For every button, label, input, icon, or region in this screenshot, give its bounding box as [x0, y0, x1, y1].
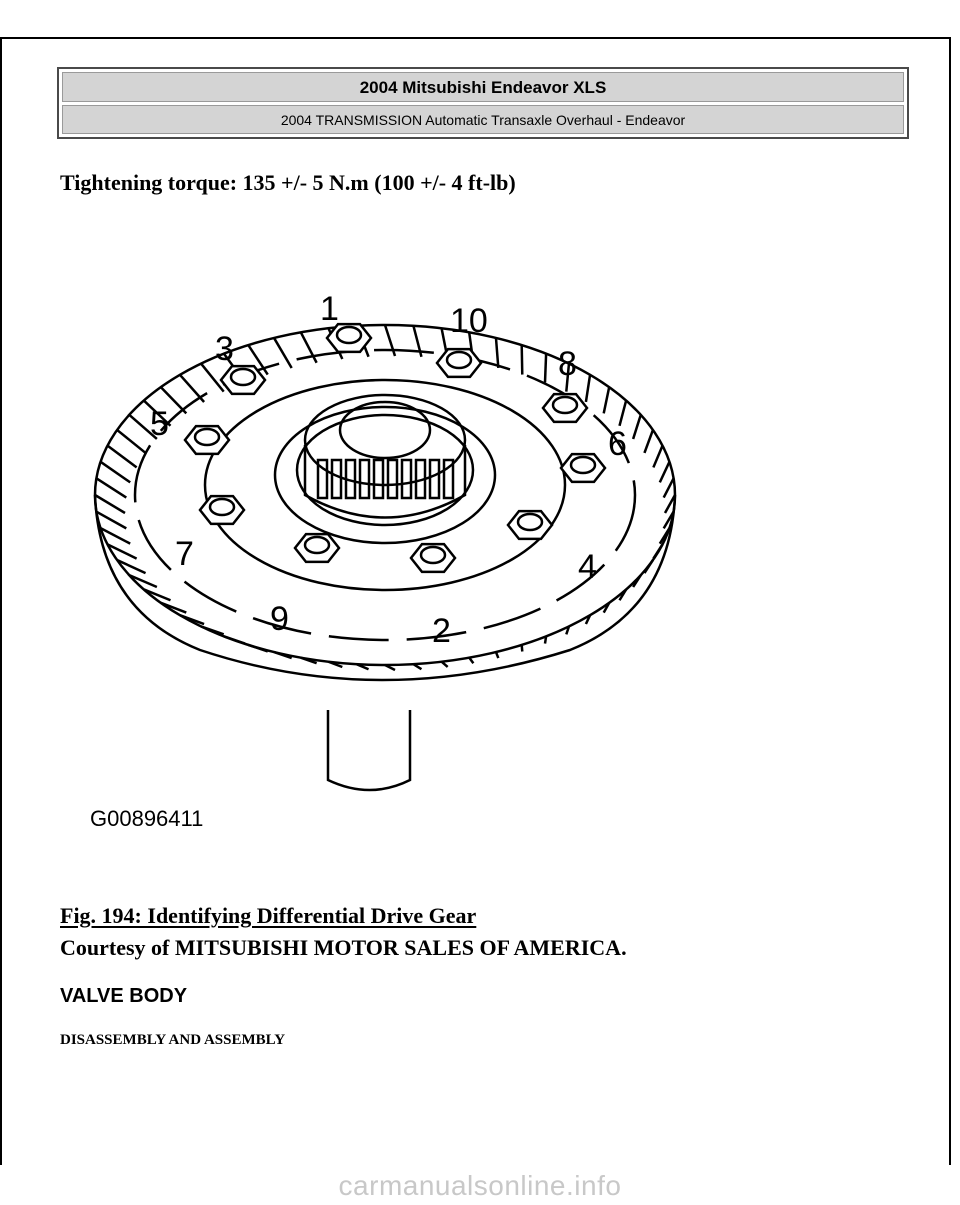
differential-gear-figure	[80, 280, 700, 840]
header-title: 2004 Mitsubishi Endeavor XLS	[62, 72, 904, 102]
bolts	[185, 324, 605, 572]
bolt	[221, 366, 265, 394]
bolt	[185, 426, 229, 454]
bolt	[508, 511, 552, 539]
bolt-number: 9	[270, 600, 289, 638]
bolt-number: 1	[320, 290, 339, 328]
gear-illustration	[80, 280, 700, 840]
figure-courtesy: Courtesy of MITSUBISHI MOTOR SALES OF AMERICA.	[60, 935, 627, 960]
bolt-number: 8	[558, 345, 577, 383]
bolt	[327, 324, 371, 352]
torque-spec: Tightening torque: 135 +/- 5 N.m (100 +/- 4 ft-lb)	[60, 170, 516, 195]
bolt-number: 3	[215, 330, 234, 368]
bolt-number: 6	[608, 425, 627, 463]
figure-code: G00896411	[90, 806, 204, 831]
bolt-number: 10	[450, 302, 488, 340]
bolt-number: 4	[578, 548, 597, 586]
bolt	[200, 496, 244, 524]
document-header	[57, 67, 909, 139]
gear-teeth	[95, 325, 675, 670]
bolt	[543, 394, 587, 422]
header-subtitle: 2004 TRANSMISSION Automatic Transaxle Overhaul - Endeavor	[62, 105, 904, 134]
subsection-title: DISASSEMBLY AND ASSEMBLY	[60, 1032, 286, 1048]
figure-caption: Fig. 194: Identifying Differential Drive Gear	[60, 903, 477, 928]
watermark: carmanualsonline.info	[338, 1170, 622, 1201]
bolt	[295, 534, 339, 562]
bolt	[561, 454, 605, 482]
bolt-number: 7	[175, 535, 194, 573]
bolt-number: 5	[150, 405, 169, 443]
bolt-number: 2	[432, 612, 451, 650]
bolt	[437, 349, 481, 377]
bolt	[411, 544, 455, 572]
section-title: VALVE BODY	[60, 985, 188, 1007]
